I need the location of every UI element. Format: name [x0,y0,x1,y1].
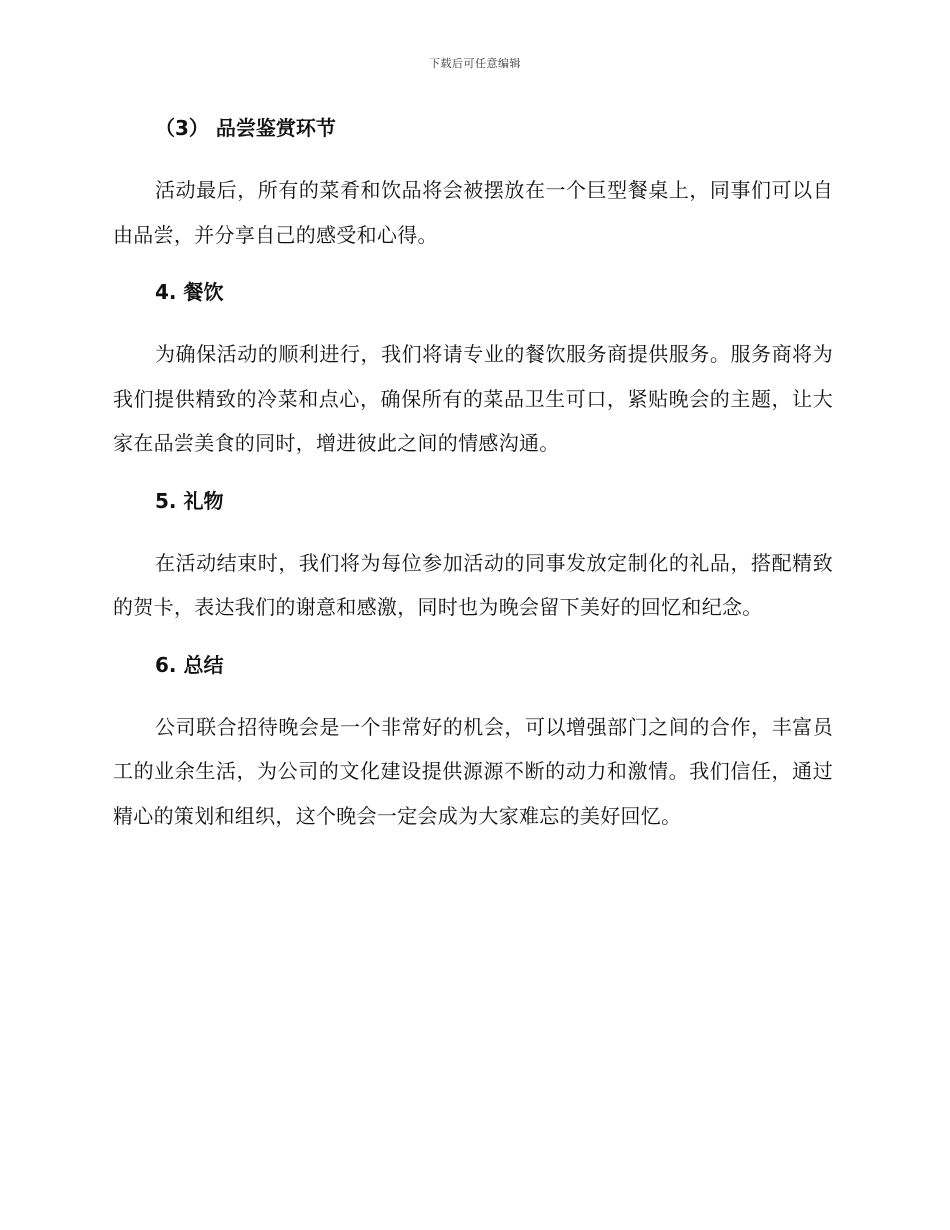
section-paragraph-summary: 公司联合招待晚会是一个非常好的机会，可以增强部门之间的合作，丰富员工的业余生活，为公司的文化建设提供源源不断的动力和激情。我们信任，通过精心的策划和组织，这个晚会一定会成为大家难忘的美好回忆。 [113,714,833,828]
section-paragraph-catering: 为确保活动的顺利进行，我们将请专业的餐饮服务商提供服务。服务商将为我们提供精致的冷菜和点心，确保所有的菜品卫生可口，紧贴晚会的主题，让大家在品尝美食的同时，增进彼此之间的情感沟通。 [113,342,833,455]
section-heading-summary: 6. 总结 [155,652,224,677]
section-heading-gifts: 5. 礼物 [155,488,224,513]
section-heading-tasting: （3） 品尝鉴赏环节 [155,116,336,140]
section-paragraph-gifts: 在活动结束时，我们将为每位参加活动的同事发放定制化的礼品，搭配精致的贺卡，表达我们的谢意和感激，同时也为晚会留下美好的回忆和纪念。 [113,550,833,619]
header-note: 下载后可任意编辑 [429,57,521,70]
document-body [113,112,833,838]
section-heading-catering: 4. 餐饮 [155,280,224,304]
section-paragraph-tasting: 活动最后，所有的菜肴和饮品将会被摆放在一个巨型餐桌上，同事们可以自由品尝，并分享自己的感受和心得。 [113,178,833,247]
